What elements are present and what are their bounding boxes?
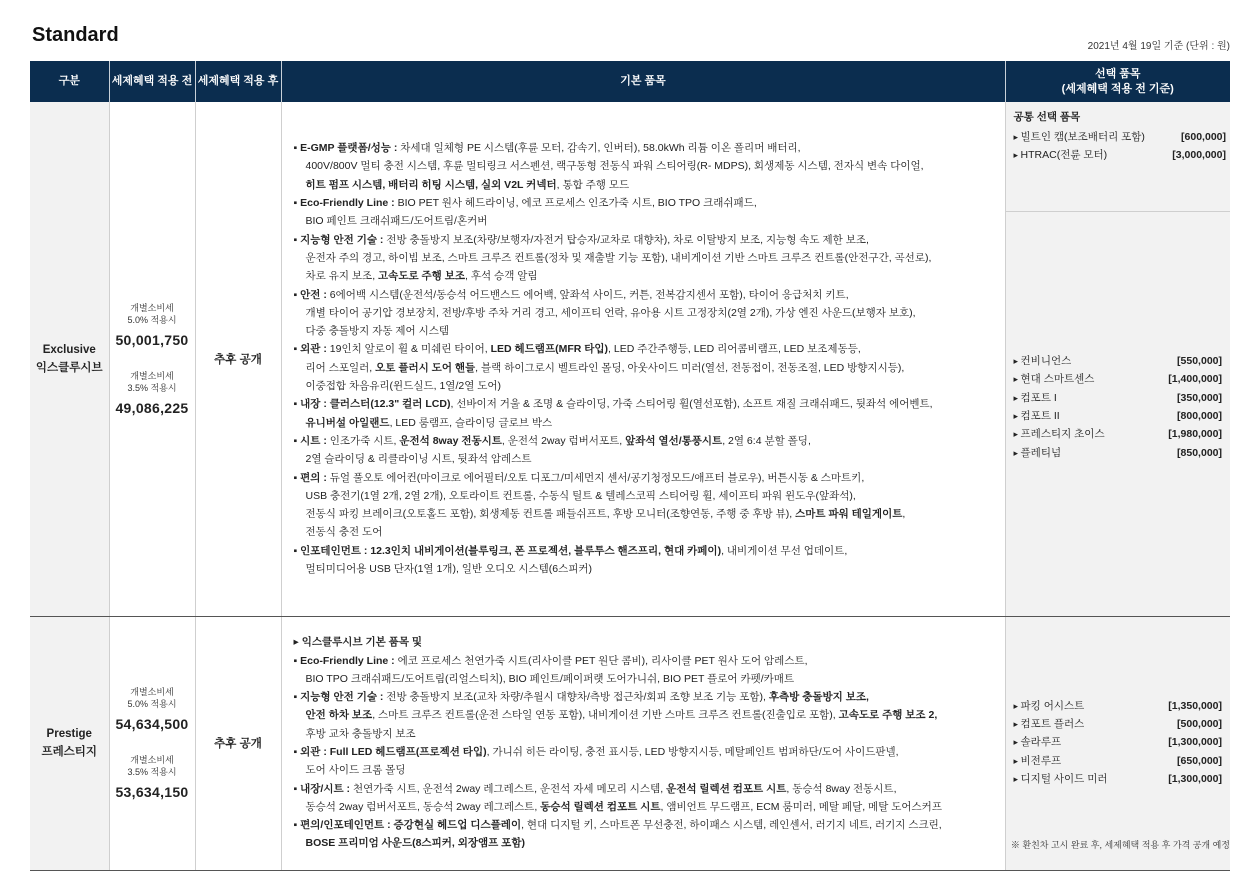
option-item xyxy=(1014,407,1223,425)
option-item xyxy=(1014,146,1227,164)
header-after-tax: 세제혜택 적용 후 xyxy=(195,61,281,102)
price-value: 54,634,500 xyxy=(115,716,189,732)
feature-line: ▪ 내장 : 클러스터(12.3" 컬러 LCD), 선바이저 거울 & 조명 & 슬라이딩, 가죽 스티어링 휠(열선포함), 소프트 재질 크래쉬패드, 뒷좌석 에어벤트, xyxy=(293,398,933,411)
option-item xyxy=(1014,444,1223,462)
price-value: 53,634,150 xyxy=(115,784,189,800)
trim-name-cell xyxy=(30,616,109,870)
feature-line: ▪ 편의/인포테인먼트 : 증강현실 헤드업 디스플레이, 현대 디지털 키, 스마트폰 무선충전, 하이패스 시스템, 레인센서, 러기지 네트, 러기지 스크린, xyxy=(293,819,942,832)
trim-name-en: Exclusive xyxy=(42,343,96,356)
header-basic-items: 기본 품목 xyxy=(281,61,1005,102)
price-label: 5.0% 적용시 xyxy=(127,699,177,709)
price-after-cell: 추후 공개 xyxy=(195,102,281,616)
option-name: ▸ 컨비니언스 xyxy=(1014,352,1072,370)
option-price: [1,980,000] xyxy=(1168,428,1222,441)
option-price: [850,000] xyxy=(1177,446,1222,459)
price-label: 3.5% 적용시 xyxy=(127,382,177,393)
trim-name-cell xyxy=(30,102,109,616)
option-price: [3,000,000] xyxy=(1172,149,1226,162)
feature-line: ▪ 내장/시트 : 천연가죽 시트, 운전석 2way 레그레스트, 운전석 자세 메모리 시스템, 운전석 릴렉션 컴포트 시트, 동승석 8way 전동시트, xyxy=(293,782,897,795)
feature-line: ▪ 외관 : Full LED 헤드램프(프로젝션 타입), 가니쉬 히든 라이팅, 충전 표시등, LED 방향지시등, 메탈페인트 범퍼하단/도어 사이드판넬, xyxy=(293,746,899,758)
feature-line: 개별 타이어 공기압 경보장치, 전방/후방 주차 거리 경고, 세이프티 언락, 유아용 시트 고정장치(2열 2개), 가상 엔진 사운드(보행자 보호), xyxy=(305,306,916,319)
common-option-list xyxy=(1014,128,1231,165)
trim-name-en: Prestige xyxy=(46,728,92,740)
trim-name-kr: 익스클루시브 xyxy=(35,361,103,374)
options-cell xyxy=(1005,102,1230,616)
feature-line: ▪ 시트 : 인조가죽 시트, 운전석 8way 전동시트, 운전석 2way 럼버서포트, 앞좌석 열선/통풍시트, 2열 6:4 분할 폴딩, xyxy=(293,434,811,447)
option-name: ▸ 플레티넘 xyxy=(1014,444,1062,462)
feature-line: 동승석 2way 럼버서포트, 동승석 2way 레그레스트, 동승석 릴렉션 컴포트 시트, 앰비언트 무드램프, ECM 룸미러, 메탈 페달, 메탈 도어스커프 xyxy=(305,800,942,813)
option-list-wrapper xyxy=(1006,617,1231,869)
option-name: ▸ 솔라루프 xyxy=(1014,733,1062,751)
option-price: [800,000] xyxy=(1177,410,1222,422)
option-price: [550,000] xyxy=(1177,355,1222,368)
feature-line: 전동식 파킹 브레이크(오토홀드 포함), 회생제동 컨트롤 패들쉬프트, 후방 모니터(조향연동, 주행 중 후방 뷰), 스마트 파워 테일게이트, xyxy=(305,508,906,521)
option-name: ▸ HTRAC(전륜 모터) xyxy=(1014,146,1108,164)
feature-line: 차로 유지 보조, 고속도로 주행 보조, 후석 승객 알림 xyxy=(305,270,538,283)
option-price: [1,300,000] xyxy=(1168,772,1222,785)
date-unit-note: 2021년 4월 19일 기준 (단위 : 원) xyxy=(1087,41,1230,52)
common-options-title: 공통 선택 품목 xyxy=(1013,111,1081,123)
feature-line: 이중접합 차음유리(윈드실드, 1열/2열 도어) xyxy=(305,380,502,393)
feature-line: ▪ 지능형 안전 기술 : 전방 충돌방지 보조(차량/보행자/자전거 탑승자/교차로 대향차), 차로 이탈방지 보조, 지능형 속도 제한 보조, xyxy=(293,233,869,246)
trim-name-kr: 프레스티지 xyxy=(41,746,98,758)
price-before-cell xyxy=(109,616,195,870)
price-label: 3.5% 적용시 xyxy=(127,767,177,777)
option-list-wrapper xyxy=(1006,212,1231,602)
option-price: [500,000] xyxy=(1177,718,1222,731)
price-label: 5.0% 적용시 xyxy=(127,314,177,325)
option-item xyxy=(1014,770,1223,788)
feature-line: 멀티미디어용 USB 단자(1열 1개), 일반 오디오 시스템(6스피커) xyxy=(305,563,593,576)
option-price: [600,000] xyxy=(1181,131,1226,143)
feature-line: 도어 사이드 크롬 몰딩 xyxy=(305,764,406,777)
feature-line: 안전 하차 보조, 스마트 크루즈 컨트롤(운전 스타일 연동 포함), 내비게이션 기반 스마트 크루즈 컨트롤(진출입로 포함), 고속도로 주행 보조 2, xyxy=(305,709,938,722)
feature-line: 다중 충돌방지 자동 제어 시스템 xyxy=(305,325,450,338)
feature-line: ▪ 편의 : 듀얼 풀오토 에어컨(마이크로 에어필터/오토 디포그/미세먼지 센서/공기청정모드/애프터 블로우), 버튼시동 & 스마트키, xyxy=(293,471,865,484)
option-name: ▸ 컴포트 II xyxy=(1014,407,1060,425)
feature-line: 유니버설 아일랜드, LED 룸램프, 슬라이딩 글로브 박스 xyxy=(305,416,553,429)
page-title: Standard xyxy=(32,24,119,46)
header-options xyxy=(1005,61,1230,102)
option-price: [1,400,000] xyxy=(1168,373,1222,386)
header-category: 구분 xyxy=(30,61,109,102)
table-header-row xyxy=(30,61,1230,102)
option-item xyxy=(1014,733,1223,751)
option-item xyxy=(1014,389,1223,407)
feature-line: 히트 펌프 시스템, 배터리 히팅 시스템, 실외 V2L 커넥터, 통합 주행 모드 xyxy=(305,178,630,191)
option-item xyxy=(1014,425,1223,443)
price-label: 개별소비세 xyxy=(130,370,174,381)
feature-line: 400V/800V 멀티 충전 시스템, 후륜 멀티링크 서스펜션, 랙구동형 전동식 파워 스티어링(R- MDPS), 회생제동 시스템, 전자식 변속 다이얼, xyxy=(305,160,924,173)
feature-line: BIO 페인트 크래쉬패드/도어트림/혼커버 xyxy=(305,215,488,228)
feature-line: ▪ 외관 : 19인치 알로이 휠 & 미쉐린 타이어, LED 헤드램프(MFR 타입), LED 주간주행등, LED 리어콤비램프, LED 보조제동등, xyxy=(293,343,861,356)
common-options xyxy=(1006,102,1231,212)
feature-list xyxy=(294,139,1005,578)
option-name: ▸ 컴포트 I xyxy=(1014,389,1057,407)
feature-line: 2열 슬라이딩 & 리클라이닝 시트, 뒷좌석 암레스트 xyxy=(305,453,532,466)
option-name: ▸ 디지털 사이드 미러 xyxy=(1014,770,1108,788)
option-item xyxy=(1014,370,1223,388)
option-name: ▸ 빌트인 캠(보조배터리 포함) xyxy=(1014,128,1145,146)
option-price: [1,350,000] xyxy=(1168,699,1222,712)
table-row-prestige xyxy=(30,616,1230,870)
options-cell xyxy=(1005,616,1230,870)
feature-line: 후방 교차 충돌방지 보조 xyxy=(305,727,416,740)
option-item xyxy=(1014,697,1223,715)
option-item xyxy=(1014,715,1223,733)
price-table xyxy=(30,61,1230,871)
feature-line: USB 충전기(1열 2개, 2열 2개), 오토라이트 컨트롤, 수동식 틸트 & 텔레스코픽 스티어링 휠, 세이프티 파워 윈도우(앞좌석), xyxy=(305,489,856,502)
option-name: ▸ 비전루프 xyxy=(1014,752,1062,770)
option-item xyxy=(1014,128,1227,146)
feature-list xyxy=(294,633,1005,853)
basic-items-cell xyxy=(281,616,1005,870)
option-name: ▸ 파킹 어시스트 xyxy=(1014,697,1085,715)
option-price: [1,300,000] xyxy=(1168,736,1222,749)
option-item xyxy=(1014,752,1223,770)
price-after-cell: 추후 공개 xyxy=(195,616,281,870)
price-value: 50,001,750 xyxy=(115,331,189,348)
feature-line: BOSE 프리미엄 사운드(8스피커, 외장앰프 포함) xyxy=(305,837,525,850)
feature-line: 리어 스포일러, 오토 플러시 도어 핸들, 블랙 하이그로시 벨트라인 몰딩, 아웃사이드 미러(열선, 전동접이, 전동조절, LED 방향지시등), xyxy=(305,361,905,374)
price-label: 개별소비세 xyxy=(130,687,174,697)
feature-line: ▸ 익스클루시브 기본 품목 및 xyxy=(293,636,423,649)
price-label: 개별소비세 xyxy=(130,755,174,765)
feature-line: ▪ 안전 : 6에어백 시스템(운전석/동승석 어드밴스드 에어백, 앞좌석 사이드, 커튼, 전복감지센서 포함), 타이어 응급처치 키트, xyxy=(293,288,849,301)
feature-line: ▪ E-GMP 플랫폼/성능 : 차세대 일체형 PE 시스템(후륜 모터, 감속기, 인버터), 58.0kWh 리튬 이온 폴리머 배터리, xyxy=(293,142,801,155)
option-item xyxy=(1014,352,1223,370)
table-row-exclusive xyxy=(30,102,1230,616)
basic-items-cell xyxy=(281,102,1005,616)
header-options-line2: (세제혜택 적용 전 기준) xyxy=(1061,82,1174,95)
feature-line: ▪ 인포테인먼트 : 12.3인치 내비게이션(블루링크, 폰 프로젝션, 블루투스 핸즈프리, 현대 카페이), 내비게이션 무선 업데이트, xyxy=(293,544,848,557)
option-name: ▸ 컴포트 플러스 xyxy=(1014,715,1085,733)
price-value: 49,086,225 xyxy=(115,399,189,416)
option-list xyxy=(1014,352,1227,462)
feature-line: ▪ Eco-Friendly Line : 에코 프로세스 천연가죽 시트(리사이클 PET 원단 콤비), 리사이클 PET 원사 도어 암레스트, xyxy=(293,654,808,667)
price-label: 개별소비세 xyxy=(130,302,174,313)
header-options-line1: 선택 품목 xyxy=(1094,67,1141,80)
feature-line: 전동식 충전 도어 xyxy=(305,526,383,539)
footnote: ※ 환친차 고시 완료 후, 세제혜택 적용 후 가격 공개 예정 xyxy=(1010,840,1230,850)
option-price: [350,000] xyxy=(1177,391,1222,404)
price-before-cell xyxy=(109,102,195,616)
option-name: ▸ 현대 스마트센스 xyxy=(1014,370,1095,388)
feature-line: ▪ 지능형 안전 기술 : 전방 충돌방지 보조(교차 차량/추월시 대향차/측방 접근차/회피 조향 보조 기능 포함), 후측방 충돌방지 보조, xyxy=(293,691,869,704)
feature-line: ▪ Eco-Friendly Line : BIO PET 원사 헤드라이닝, 에코 프로세스 인조가죽 시트, BIO TPO 크래쉬패드, xyxy=(293,197,757,210)
feature-line: 운전자 주의 경고, 하이빔 보조, 스마트 크루즈 컨트롤(정차 및 재출발 기능 포함), 내비게이션 기반 스마트 크루즈 컨트롤(안전구간, 곡선로), xyxy=(305,251,932,264)
feature-line: BIO TPO 크래쉬패드/도어트림(리얼스티치), BIO 페인트/페이퍼랫 도어가니쉬, BIO PET 플로어 카펫/카매트 xyxy=(305,672,795,685)
option-price: [650,000] xyxy=(1177,754,1222,767)
option-list xyxy=(1014,697,1227,788)
option-name: ▸ 프레스티지 초이스 xyxy=(1014,425,1105,443)
header-before-tax: 세제혜택 적용 전 xyxy=(109,61,195,102)
